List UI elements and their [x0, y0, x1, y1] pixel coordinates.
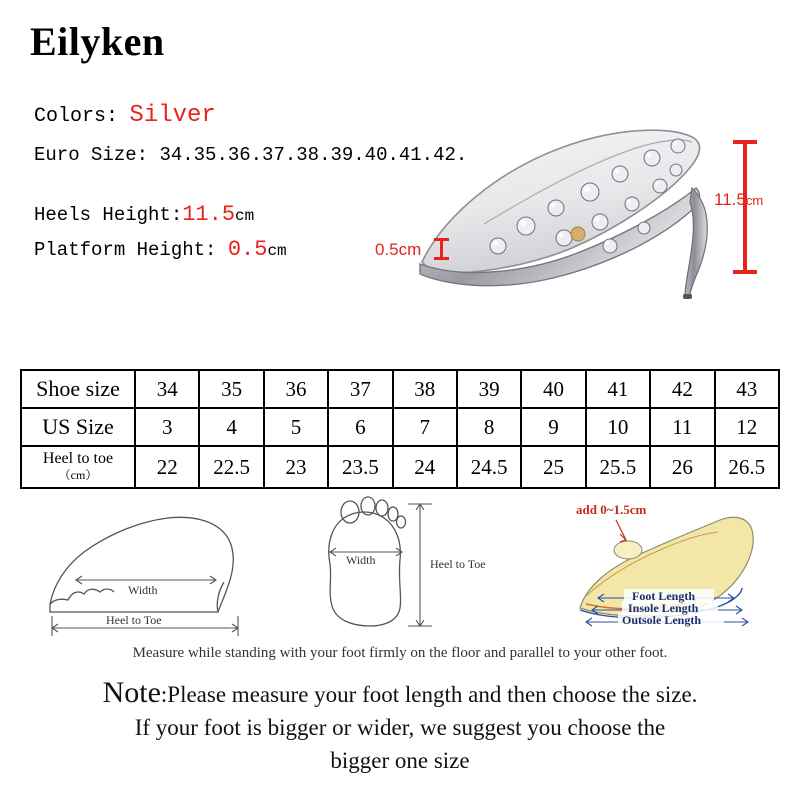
cell-shoe-size-6: 40	[521, 370, 585, 408]
cell-shoe-size-7: 41	[586, 370, 650, 408]
cell-us-size-6: 9	[521, 408, 585, 446]
cell-shoe-size-9: 43	[715, 370, 779, 408]
row-header-shoe-size: Shoe size	[21, 370, 135, 408]
heel-height-annotation	[714, 190, 763, 210]
outsole-length-label: Outsole Length	[622, 613, 702, 627]
cell-shoe-size-4: 38	[393, 370, 457, 408]
product-image	[404, 96, 734, 306]
cell-heel-to-toe-8: 26	[650, 446, 714, 488]
note-line-1	[0, 676, 800, 711]
row-header-us-size: US Size	[21, 408, 135, 446]
cell-shoe-size-3: 37	[328, 370, 392, 408]
cell-shoe-size-0: 34	[135, 370, 199, 408]
spec-heels-height-value: 11.5	[182, 202, 236, 227]
spec-spacer	[34, 177, 394, 203]
brand-logo: Eilyken	[30, 19, 165, 64]
note-line-3: bigger one size	[330, 748, 470, 773]
measure-instruction: Measure while standing with your foot firmly on the floor and parallel to your other foot.	[132, 645, 668, 661]
cell-shoe-size-2: 36	[264, 370, 328, 408]
cell-heel-to-toe-4: 24	[393, 446, 457, 488]
spec-colors	[34, 104, 394, 129]
cell-heel-to-toe-7: 25.5	[586, 446, 650, 488]
spec-platform-height-label: Platform Height:	[34, 239, 217, 261]
note-block	[0, 676, 800, 777]
platform-measure-cap-bottom	[434, 257, 449, 260]
spec-platform-height-value: 0.5	[227, 237, 268, 262]
spec-colors-value: Silver	[129, 102, 216, 129]
side-heel-to-toe-label: Heel to Toe	[106, 613, 162, 627]
cell-heel-to-toe-5: 24.5	[457, 446, 521, 488]
top-width-label: Width	[346, 553, 376, 567]
cell-us-size-3: 6	[328, 408, 392, 446]
spec-euro-size	[34, 143, 468, 167]
heel-measure-cap-bottom	[733, 270, 757, 274]
cell-heel-to-toe-3: 23.5	[328, 446, 392, 488]
table-row-heel-to-toe	[21, 446, 779, 488]
side-width-label: Width	[128, 583, 158, 597]
spec-platform-height	[34, 238, 394, 263]
cell-us-size-7: 10	[586, 408, 650, 446]
cell-shoe-size-8: 42	[650, 370, 714, 408]
cell-shoe-size-5: 39	[457, 370, 521, 408]
cell-us-size-9: 12	[715, 408, 779, 446]
cell-heel-to-toe-9: 26.5	[715, 446, 779, 488]
cell-heel-to-toe-6: 25	[521, 446, 585, 488]
top-heel-to-toe-label: Heel to Toe	[430, 557, 486, 571]
cell-heel-to-toe-1: 22.5	[199, 446, 263, 488]
spec-platform-height-unit: cm	[267, 242, 287, 260]
insole-length-label: Insole Length	[628, 601, 699, 615]
table-row-shoe-size	[21, 370, 779, 408]
cell-us-size-8: 11	[650, 408, 714, 446]
note-title: Note	[102, 676, 161, 709]
note-line-1-rest: :Please measure your foot length and then choose the size.	[160, 682, 698, 707]
heel-height-annotation-value: 11.5	[714, 190, 746, 209]
spec-heels-height	[34, 203, 394, 228]
insole-add-label: add 0~1.5cm	[576, 502, 647, 517]
cell-us-size-0: 3	[135, 408, 199, 446]
row-header-heel-to-toe	[21, 446, 135, 488]
cell-shoe-size-1: 35	[199, 370, 263, 408]
spec-euro-size-value: 34.35.36.37.38.39.40.41.42.	[159, 144, 468, 166]
shoe-illustration	[404, 96, 734, 306]
spec-list	[34, 102, 468, 273]
cell-us-size-2: 5	[264, 408, 328, 446]
note-line-2: If your foot is bigger or wider, we suggest you choose the	[134, 715, 666, 740]
spec-heels-height-label: Heels Height:	[34, 204, 183, 226]
row-header-heel-to-toe-text: Heel to toe	[42, 450, 114, 467]
platform-height-annotation: 0.5cm	[375, 240, 422, 259]
table-row-us-size	[21, 408, 779, 446]
heel-height-annotation-unit: cm	[745, 193, 764, 208]
spec-euro-size-label: Euro Size:	[34, 144, 149, 166]
cell-heel-to-toe-2: 23	[264, 446, 328, 488]
cell-us-size-5: 8	[457, 408, 521, 446]
cell-heel-to-toe-0: 22	[135, 446, 199, 488]
foot-length-label: Foot Length	[632, 589, 695, 603]
cell-us-size-4: 7	[393, 408, 457, 446]
spec-heels-height-unit: cm	[235, 207, 255, 225]
row-header-heel-to-toe-unit: （cm）	[58, 468, 98, 482]
spec-colors-label: Colors:	[34, 105, 119, 128]
size-chart-table	[20, 369, 780, 489]
diagram-illustrations	[20, 492, 780, 644]
heel-measure-cap-top	[733, 140, 757, 144]
measurement-diagrams	[20, 492, 780, 644]
cell-us-size-1: 4	[199, 408, 263, 446]
platform-measure-cap-top	[434, 238, 449, 241]
